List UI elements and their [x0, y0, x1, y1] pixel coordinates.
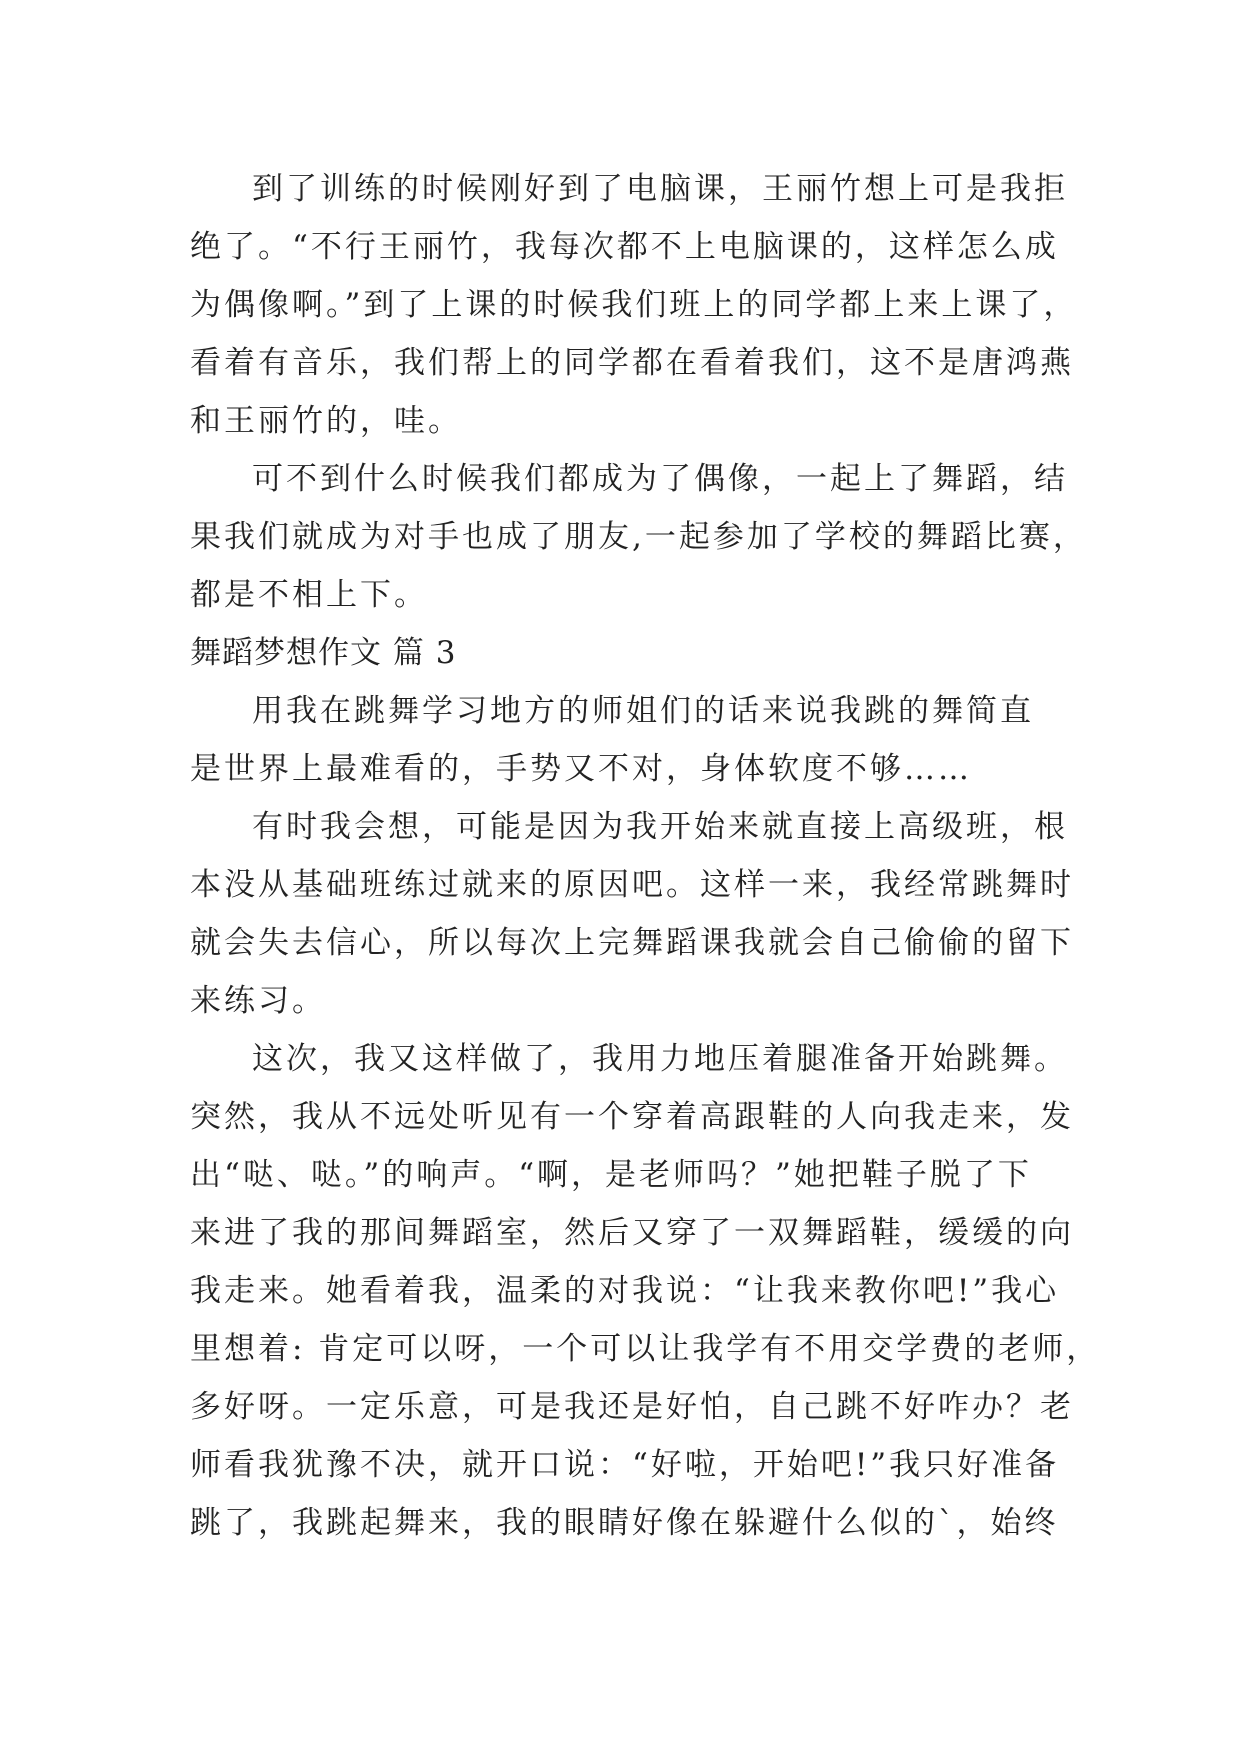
- paragraph-line: 为偶像啊。”到了上课的时候我们班上的同学都上来上课了，: [190, 287, 1078, 323]
- paragraph-line: 我走来。她看着我，温柔的对我说：“让我来教你吧!”我心: [190, 1273, 1060, 1309]
- paragraph-line: 绝了。“不行王丽竹，我每次都不上电脑课的，这样怎么成: [190, 229, 1059, 265]
- paragraph-line: 看着有音乐，我们帮上的同学都在看着我们，这不是唐鸿燕: [190, 345, 1074, 381]
- paragraph-line: 这次，我又这样做了，我用力地压着腿准备开始跳舞。: [252, 1041, 1068, 1077]
- paragraph-line: 突然，我从不远处听见有一个穿着高跟鞋的人向我走来，发: [190, 1099, 1074, 1135]
- paragraph-line: 到了训练的时候刚好到了电脑课，王丽竹想上可是我拒: [252, 171, 1068, 207]
- paragraph-line: 果我们就成为对手也成了朋友,一起参加了学校的舞蹈比赛，: [190, 519, 1087, 555]
- paragraph-line: 师看我犹豫不决，就开口说：“好啦，开始吧!”我只好准备: [190, 1447, 1060, 1483]
- paragraph-line: 可不到什么时候我们都成为了偶像，一起上了舞蹈，结: [252, 461, 1068, 497]
- paragraph-line: 多好呀。一定乐意，可是我还是好怕，自己跳不好咋办？老: [190, 1389, 1074, 1425]
- paragraph-line: 用我在跳舞学习地方的师姐们的话来说我跳的舞简直: [252, 693, 1034, 729]
- section-heading: 舞蹈梦想作文 篇 3: [190, 635, 457, 671]
- paragraph-line: 本没从基础班练过就来的原因吧。这样一来，我经常跳舞时: [190, 867, 1074, 903]
- paragraph-line: 里想着: 肯定可以呀，一个可以让我学有不用交学费的老师，: [190, 1331, 1101, 1367]
- paragraph-line: 出“哒、哒。”的响声。“啊，是老师吗？”她把鞋子脱了下: [190, 1157, 1032, 1193]
- paragraph-line: 都是不相上下。: [190, 577, 428, 613]
- paragraph-line: 跳了，我跳起舞来，我的眼睛好像在躲避什么似的`，始终: [190, 1505, 1059, 1541]
- paragraph-line: 和王丽竹的，哇。: [190, 403, 462, 439]
- paragraph-line: 就会失去信心，所以每次上完舞蹈课我就会自己偷偷的留下: [190, 925, 1074, 961]
- document-body: [190, 160, 1101, 1552]
- paragraph-line: 有时我会想，可能是因为我开始来就直接上高级班，根: [252, 809, 1068, 845]
- paragraph-line: 来练习。: [190, 983, 326, 1019]
- paragraph-line: 来进了我的那间舞蹈室，然后又穿了一双舞蹈鞋，缓缓的向: [190, 1215, 1074, 1251]
- paragraph-line: 是世界上最难看的，手势又不对，身体软度不够……: [190, 751, 972, 787]
